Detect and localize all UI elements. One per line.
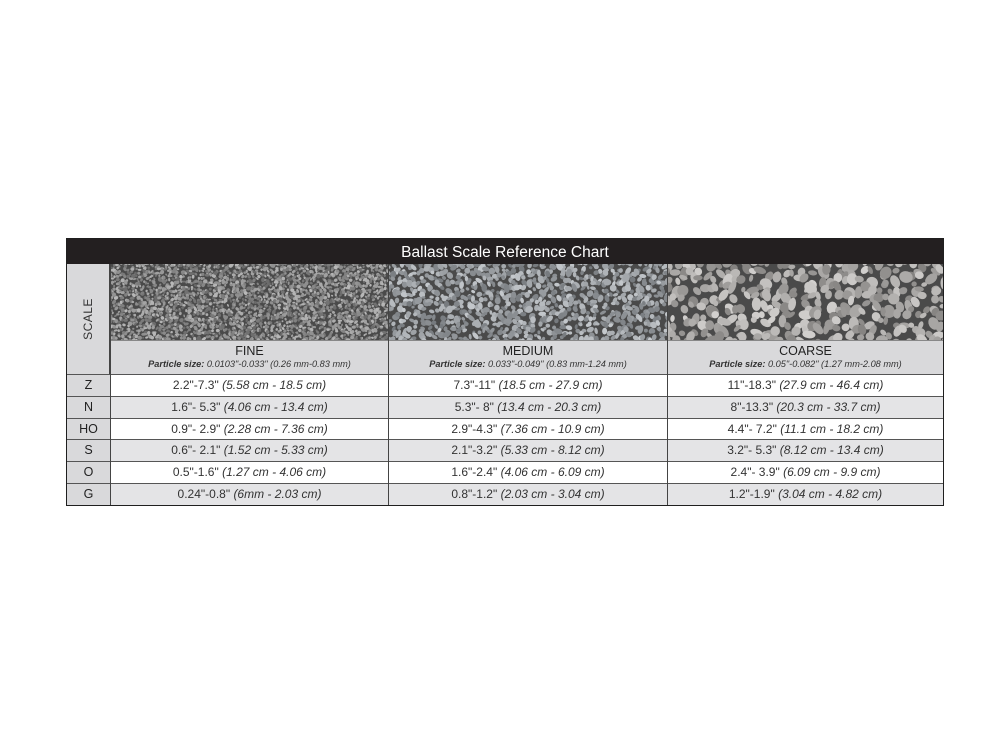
size-inches: 0.5"-1.6" — [172, 465, 219, 480]
particle-size — [111, 358, 388, 370]
size-inches: 2.1"-3.2" — [451, 443, 498, 458]
size-inches: 0.6"- 2.1" — [171, 443, 221, 458]
scale-name: N — [67, 397, 110, 418]
size-metric: (5.33 cm - 8.12 cm) — [500, 443, 605, 458]
size-cell-fine — [111, 440, 388, 461]
table-row — [67, 396, 943, 418]
size-metric: (7.36 cm - 10.9 cm) — [500, 421, 605, 436]
particle-size-label: Particle size: — [429, 359, 486, 369]
size-cell-coarse — [668, 419, 943, 440]
size-metric: (4.06 cm - 6.09 cm) — [500, 465, 605, 480]
size-cell-medium — [389, 484, 667, 505]
size-cell-medium — [389, 419, 667, 440]
size-metric: (11.1 cm - 18.2 cm) — [780, 421, 884, 436]
size-metric: (2.28 cm - 7.36 cm) — [223, 421, 328, 436]
table-row — [67, 439, 943, 461]
grade-header-medium — [389, 340, 667, 374]
table-row — [67, 418, 943, 440]
size-metric: (6.09 cm - 9.9 cm) — [783, 465, 881, 480]
size-cell-medium — [389, 440, 667, 461]
size-inches: 3.2"- 5.3" — [727, 443, 777, 458]
grade-name: FINE — [235, 344, 264, 358]
column-divider — [110, 264, 111, 505]
scale-name: HO — [67, 419, 110, 440]
size-cell-fine — [111, 419, 388, 440]
size-cell-coarse — [668, 440, 943, 461]
particle-size-label: Particle size: — [709, 359, 766, 369]
particle-size-mm: (0.26 mm-0.83 mm) — [270, 359, 351, 369]
size-cell-medium — [389, 462, 667, 483]
size-cell-medium — [389, 397, 667, 418]
column-divider — [667, 264, 668, 505]
size-inches: 2.4"- 3.9" — [730, 465, 780, 480]
size-metric: (5.58 cm - 18.5 cm) — [222, 378, 327, 392]
table-row — [67, 483, 943, 505]
size-metric: (20.3 cm - 33.7 cm) — [776, 399, 881, 414]
ballast-chart — [66, 238, 944, 506]
coarse-ballast-swatch — [668, 264, 943, 340]
grade-name: COARSE — [779, 344, 832, 358]
gravel-texture — [668, 264, 943, 340]
scale-label: SCALE — [81, 298, 95, 340]
size-metric: (1.52 cm - 5.33 cm) — [223, 443, 328, 458]
particle-size — [668, 358, 943, 370]
size-inches: 0.24"-0.8" — [177, 487, 231, 502]
particle-size-inches: 0.05"-0.082" — [768, 359, 819, 369]
scale-name: S — [67, 440, 110, 461]
size-metric: (3.04 cm - 4.82 cm) — [778, 487, 883, 502]
grade-header-coarse — [668, 340, 943, 374]
particle-size-mm: (0.83 mm-1.24 mm) — [546, 359, 627, 369]
particle-size-inches: 0.0103"-0.033" — [206, 359, 268, 369]
particle-size — [389, 358, 667, 370]
size-inches: 0.8"-1.2" — [451, 487, 498, 502]
scale-name: G — [67, 484, 110, 505]
size-metric: (2.03 cm - 3.04 cm) — [500, 487, 605, 502]
size-cell-medium — [389, 375, 667, 396]
medium-ballast-swatch — [389, 264, 667, 340]
size-cell-fine — [111, 484, 388, 505]
chart-title: Ballast Scale Reference Chart — [67, 239, 943, 264]
gravel-texture — [111, 264, 388, 340]
size-cell-coarse — [668, 397, 943, 418]
size-inches: 4.4"- 7.2" — [727, 421, 777, 436]
fine-ballast-swatch — [111, 264, 388, 340]
grade-header-fine — [111, 340, 388, 374]
table-row — [67, 374, 943, 396]
size-cell-fine — [111, 462, 388, 483]
size-inches: 1.6"-2.4" — [451, 465, 498, 480]
size-cell-coarse — [668, 375, 943, 396]
size-inches: 1.2"-1.9" — [728, 487, 775, 502]
size-inches: 2.2"-7.3" — [172, 378, 219, 392]
column-divider — [388, 264, 389, 505]
size-metric: (4.06 cm - 13.4 cm) — [223, 399, 328, 414]
scale-name: O — [67, 462, 110, 483]
size-metric: (8.12 cm - 13.4 cm) — [779, 443, 884, 458]
grade-name: MEDIUM — [502, 344, 554, 358]
size-metric: (6mm - 2.03 cm) — [233, 487, 322, 502]
size-inches: 11"-18.3" — [727, 378, 776, 392]
size-inches: 7.3"-11" — [453, 378, 496, 392]
size-metric: (27.9 cm - 46.4 cm) — [779, 378, 884, 392]
scale-rows — [67, 374, 943, 505]
size-inches: 2.9"-4.3" — [451, 421, 498, 436]
size-inches: 1.6"- 5.3" — [171, 399, 221, 414]
size-inches: 5.3"- 8" — [454, 399, 494, 414]
size-cell-coarse — [668, 462, 943, 483]
size-cell-coarse — [668, 484, 943, 505]
particle-size-mm: (1.27 mm-2.08 mm) — [821, 359, 902, 369]
scale-name: Z — [67, 375, 110, 396]
size-inches: 0.9"- 2.9" — [171, 421, 221, 436]
size-metric: (18.5 cm - 27.9 cm) — [498, 378, 603, 392]
size-metric: (1.27 cm - 4.06 cm) — [222, 465, 327, 480]
table-row — [67, 461, 943, 483]
size-metric: (13.4 cm - 20.3 cm) — [497, 399, 602, 414]
size-cell-fine — [111, 397, 388, 418]
gravel-texture — [389, 264, 667, 340]
particle-size-label: Particle size: — [148, 359, 205, 369]
size-cell-fine — [111, 375, 388, 396]
size-inches: 8"-13.3" — [730, 399, 774, 414]
scale-column-header — [67, 264, 110, 374]
particle-size-inches: 0.033"-0.049" — [487, 359, 544, 369]
